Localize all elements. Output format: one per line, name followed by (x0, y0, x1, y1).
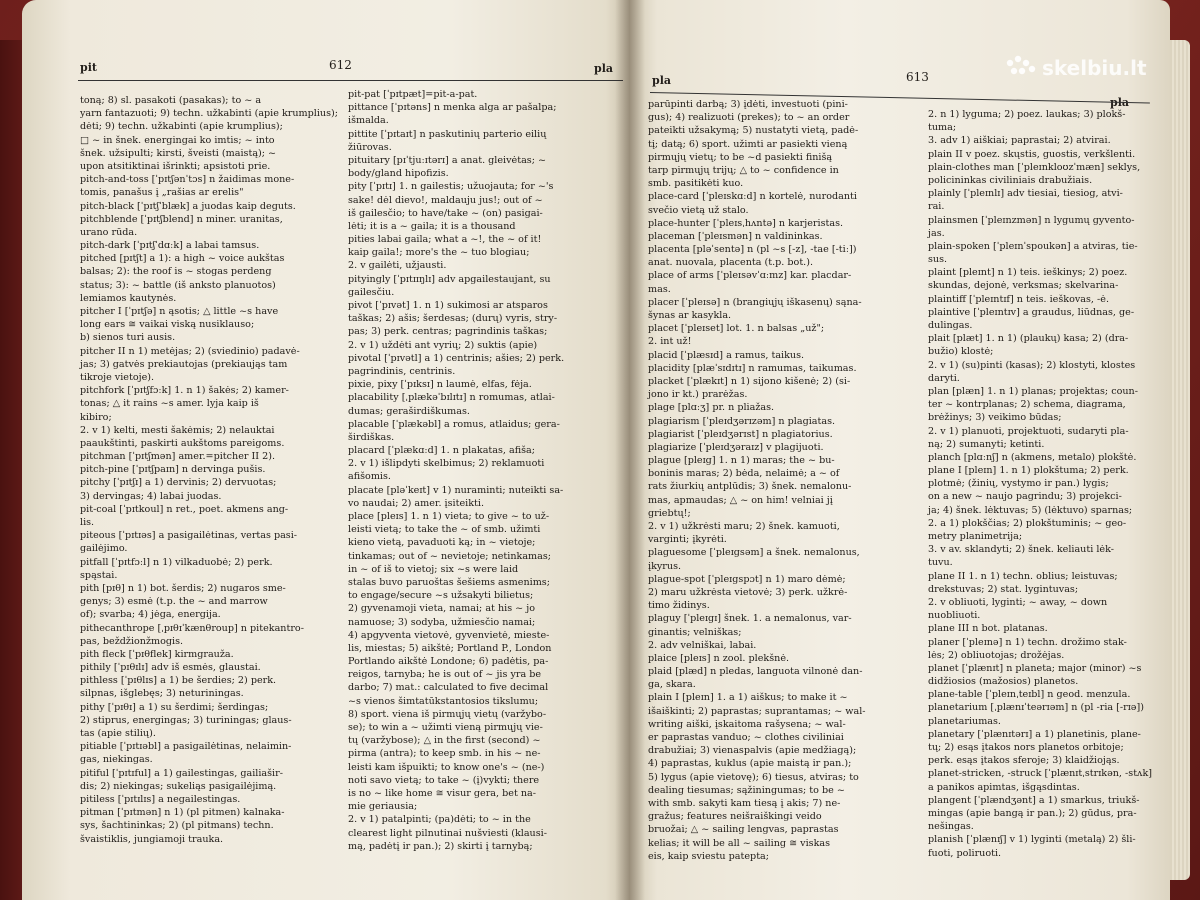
dictionary-line: tomis, panašus į „rašias ar erelis" (80, 187, 244, 199)
dictionary-line: pitch-pine [ˈpɪtʃpaɪn] n dervinga pušis. (80, 464, 266, 476)
dictionary-line: švaistiklis, jungiamoji trauka. (80, 833, 224, 845)
dictionary-line: writing aiški, įskaitoma rašysena; ~ wal- (648, 718, 846, 730)
dictionary-line: policininkas civiliniais drabužiais. (928, 174, 1093, 186)
dictionary-line: pixie, pixy [ˈpɪksɪ] n laumė, elfas, fėja. (348, 379, 532, 391)
dictionary-line: planetary [ˈplænɪtərɪ] a 1) planetinis, plane- (928, 728, 1141, 740)
dictionary-line: to engage/secure ~s užsakyti bilietus; (348, 590, 534, 602)
dictionary-line: plaid [plæd] n pledas, languota vilnonė dan- (648, 666, 863, 678)
right-guide-word-start: pla (652, 74, 671, 87)
dictionary-line: placability [ˌplækəˈbɪlɪtɪ] n romumas, atlai- (348, 392, 555, 404)
dictionary-line: sus. (928, 254, 948, 266)
dictionary-line: plaintive [ˈpleɪntɪv] a graudus, liūdnas, ge- (928, 306, 1135, 318)
dictionary-line: pittite [ˈpɪtaɪt] n paskutinių parterio eilių (348, 128, 547, 140)
dictionary-line: didžiosios (mažosios) planetos. (928, 676, 1079, 688)
dictionary-line: placet [ˈpleɪset] lot. 1. n balsas „už"; (648, 323, 825, 335)
dictionary-line: kaip gaila!; more's the ~ tuo blogiau; (348, 247, 530, 259)
dictionary-line: skundas, dejonė, verksmas; skelvarina- (928, 280, 1119, 292)
dictionary-line: ~s vienos šimtatūkstantosios tikslumu; (348, 695, 539, 707)
dictionary-line: jono ir kt.) prarėžas. (648, 389, 748, 401)
dictionary-line: plain-spoken [ˈpleɪnˈspoukən] a atviras, tie- (928, 240, 1138, 252)
dictionary-line: taškas; 2) ašis; šerdesas; (durų) vyris, stry- (348, 313, 558, 325)
dictionary-line: silpnas, išglebęs; 3) neturiningas. (80, 688, 244, 700)
dictionary-line: of); svarba; 4) jėga, energija. (80, 609, 221, 621)
dictionary-line: placenta [pləˈsentə] n (pl ~s [-z], -tae [-tiː]) (648, 244, 857, 256)
right-page-column-2 (928, 108, 1160, 859)
dictionary-line: b) sienos turi ausis. (80, 332, 176, 344)
dictionary-line: 2. v 1) uždėti ant vyrių; 2) suktis (apie) (348, 339, 538, 351)
dictionary-line: ginantis; velniškas; (648, 626, 742, 638)
dictionary-line: placidity [plæˈsɪdɪtɪ] n ramumas, taikumas. (648, 362, 857, 374)
dictionary-line: planetarium [ˌplænɪˈteərɪəm] n (pl -ria [-rɪə]) (928, 702, 1144, 714)
dictionary-line: 2. v obliuoti, lyginti; ~ away, ~ down (928, 596, 1108, 608)
dictionary-line: brėžinys; 3) veikimo būdas; (928, 412, 1062, 424)
dictionary-line: with smb. sakyti kam tiesą į akis; 7) ne- (648, 797, 841, 809)
dictionary-line: pitch-black [ˈpɪtʃˈblæk] a juodas kaip deguts. (80, 200, 296, 212)
dictionary-line: pirmųjų vietų; to be ~d pasiekti finišą (648, 151, 833, 163)
dictionary-line: rats žiurkių antplūdis; 3) šnek. nemalonu- (648, 481, 852, 493)
dictionary-line: nešingas. (928, 821, 974, 833)
dictionary-line: darbo; 7) mat.: calculated to five decimal (348, 682, 549, 694)
dictionary-line: vo naudai; 2) amer. įsiteikti. (348, 497, 485, 509)
dictionary-line: pitcher II n 1) metėjas; 2) (sviedinio) padavė- (80, 345, 300, 357)
dictionary-line: is no ~ like home ≅ visur gera, bet na- (348, 787, 536, 799)
dictionary-line: Portlando aikštė Londone; 6) padėtis, pa- (348, 656, 549, 668)
dictionary-line: upon atsitiktinai išrinkti; apsistoti prie. (80, 160, 271, 172)
dictionary-line: varginti; įkyrėti. (648, 534, 727, 546)
dictionary-line: bužio) klostė; (928, 346, 994, 358)
dictionary-line: plane II 1. n 1) techn. oblius; leistuvas; (928, 570, 1118, 582)
dictionary-line: plage [plɑːʒ] pr. n pliažas. (648, 402, 775, 414)
dictionary-line: drekstuvas; 2) stat. lygintuvas; (928, 583, 1079, 595)
skelbiu-dots-icon (1004, 54, 1038, 82)
dictionary-line: plagiarism [ˈpleɪdʒərɪzəm] n plagiatas. (648, 415, 836, 427)
dictionary-line: daryti. (928, 372, 960, 384)
dictionary-line: placard [ˈplækɑːd] 1. n plakatas, afiša; (348, 445, 536, 457)
dictionary-line: mą, padėtį ir pan.); 2) skirti į tarnybą; (348, 840, 533, 852)
dictionary-line: 2) maru užkrėsta vietovė; 3) perk. užkrė- (648, 586, 848, 598)
dictionary-line: namuose; 3) sodyba, užmiesčio namai; (348, 616, 536, 628)
dictionary-line: ną; 2) sumanyti; ketinti. (928, 438, 1045, 450)
dictionary-line: kieno vietą, pavaduoti ką; in ~ vietoje; (348, 537, 536, 549)
dictionary-line: plain II v poez. skųstis, guostis, verkšlenti. (928, 148, 1136, 160)
dictionary-line: 4) paprastas, kuklus (apie maistą ir pan.); (648, 758, 852, 770)
watermark (1004, 54, 1164, 84)
dictionary-line: pitiful [ˈpɪtɪful] a 1) gailestingas, gailiašir- (80, 767, 283, 779)
right-page-column-1 (648, 98, 916, 862)
dictionary-line: plague-spot [ˈpleɪgspɔt] n 1) maro dėmė; (648, 573, 846, 585)
left-page-number: 612 (329, 58, 352, 72)
dictionary-line: in ~ of iš to vietoj; six ~s were laid (348, 563, 519, 575)
dictionary-line: pithless [ˈpɪθlɪs] a 1) be šerdies; 2) perk. (80, 675, 277, 687)
dictionary-line: 5) lygus (apie vietovę); 6) tiesus, atviras; to (648, 771, 859, 783)
watermark-text: skelbiu.lt (1042, 56, 1147, 80)
dictionary-line: tuma; (928, 122, 957, 134)
dictionary-line: spąstai. (80, 569, 118, 581)
left-header-rule (78, 80, 623, 81)
dictionary-line: stalas buvo paruoštas šešiems asmenims; (348, 576, 550, 588)
dictionary-line: pivotal [ˈpɪvətl] a 1) centrinis; ašies; 2) perk. (348, 352, 565, 364)
dictionary-line: 2. v 1) (su)pinti (kasas); 2) klostyti, klostes (928, 359, 1136, 371)
dictionary-line: placket [ˈplækɪt] n 1) sijono kišenė; 2) (si- (648, 375, 851, 387)
dictionary-line: balsas; 2): the roof is ~ stogas perdeng (80, 266, 272, 278)
dictionary-line: timo židinys. (648, 600, 710, 612)
dictionary-line: mas. (648, 283, 671, 295)
left-guide-word-start: pit (80, 61, 97, 74)
dictionary-line: planet-stricken, -struck [ˈplænɪtˌstrɪkən, -stʌk] (928, 768, 1153, 780)
dictionary-line: pithy [ˈpɪθɪ] a 1) su šerdimi; šerdingas; (80, 701, 269, 713)
dictionary-line: nuobliuoti. (928, 610, 981, 622)
dictionary-line: sake! dėl dievo!, maldauju jus!; out of ~ (348, 194, 543, 206)
dictionary-line: griebtų!; (648, 507, 691, 519)
dictionary-line: leisti kam išpuikti; to know one's ~ (ne-) (348, 761, 545, 773)
dictionary-line: clearest light pilnutinai nušviesti (klausi- (348, 827, 547, 839)
dictionary-line: kelias; it will be all ~ sailing ≅ viskas (648, 837, 831, 849)
dictionary-line: planish [ˈplænɪʃ] v 1) lyginti (metalą) 2) šli- (928, 834, 1136, 846)
dictionary-line: planer [ˈpleɪnə] n 1) techn. drožimo stak- (928, 636, 1127, 648)
dictionary-line: □ ~ in šnek. energingai ko imtis; ~ into (80, 134, 275, 146)
dictionary-line: gus); 4) realizuoti (prekes); to ~ an order (648, 112, 850, 124)
dictionary-line: plane-table [ˈpleɪnˌteɪbl] n geod. menzula. (928, 689, 1131, 701)
dictionary-line: lis. (80, 517, 95, 528)
dictionary-line: placid [ˈplæsɪd] a ramus, taikus. (648, 349, 805, 361)
dictionary-line: pit-coal [ˈpɪtkoul] n ret., poet. akmens ang- (80, 503, 289, 515)
dictionary-line: išmalda. (348, 115, 389, 127)
dictionary-line: pity [ˈpɪtɪ] 1. n gailestis; užuojauta; for ~'s (348, 181, 554, 193)
dictionary-line: pagrindinis, centrinis. (348, 365, 456, 377)
dictionary-line: iš gailesčio; to have/take ~ (on) pasigai- (348, 207, 543, 219)
dictionary-line: plan [plæn] 1. n 1) planas; projektas; coun- (928, 385, 1138, 397)
dictionary-line: parūpinti darbą; 3) įdėti, investuoti (pini- (648, 99, 848, 110)
dictionary-line: se); to win a ~ užimti vieną pirmųjų vie- (348, 722, 543, 733)
dictionary-line: place-hunter [ˈpleɪsˌhʌntə] n karjeristas. (648, 217, 844, 229)
dictionary-line: lės; 2) obliuotojas; drožėjas. (928, 649, 1065, 661)
dictionary-line: plagiarist [ˈpleɪdʒərɪst] n plagiatorius. (648, 428, 833, 440)
dictionary-line: žiūrovas. (348, 141, 392, 153)
dictionary-line: gražus; features neišraiškingi veido (648, 811, 822, 823)
dictionary-line: pith [pɪθ] n 1) bot. šerdis; 2) nugaros sme- (80, 582, 286, 594)
dictionary-line: place-card [ˈpleɪskɑːd] n kortelė, nurodanti (648, 191, 857, 203)
dictionary-line: perk. esąs įtakos sferoje; 3) klaidžiojąs. (928, 755, 1120, 767)
dictionary-line: svečio vietą už stalo. (648, 204, 749, 216)
dictionary-line: noti savo vietą; to take ~ (į)vykti; there (348, 774, 540, 786)
dictionary-line: smb. pasitikėti kuo. (648, 178, 744, 190)
dictionary-line: pitchy [ˈpɪtʃɪ] a 1) dervinis; 2) dervuotas; (80, 477, 277, 489)
dictionary-line: rai. (928, 201, 945, 213)
dictionary-line: leisti vietą; to take the ~ of smb. užimti (348, 524, 541, 536)
dictionary-line: placable [ˈplækəbl] a romus, atlaidus; gera- (348, 418, 560, 430)
dictionary-line: plainsmen [ˈpleɪnzmən] n lygumų gyvento- (928, 214, 1135, 226)
dictionary-line: 2. v 1) planuoti, projektuoti, sudaryti pla- (928, 425, 1129, 437)
dictionary-line: mingas (apie bangą ir pan.); 2) gūdus, pra- (928, 807, 1137, 819)
dictionary-line: gas, niekingas. (80, 754, 153, 766)
dictionary-line: pittance [ˈpɪtəns] n menka alga ar pašalpa; (348, 102, 557, 114)
dictionary-line: išaiškinti; 2) paprastas; suprantamas; ~ wal- (648, 705, 866, 717)
dictionary-line: plotmė; (žinių, vystymo ir pan.) lygis; (928, 478, 1109, 490)
dictionary-line: pivot [ˈpɪvət] 1. n 1) sukimosi ar atsparos (348, 300, 548, 311)
dictionary-line: reigos, tarnyba; he is out of ~ jis yra be (348, 669, 542, 681)
dictionary-line: plaice [pleɪs] n zool. plekšnė. (648, 652, 790, 664)
dictionary-line: a panikos apimtas, išgąsdintas. (928, 781, 1080, 793)
dictionary-line: plangent [ˈplændʒənt] a 1) smarkus, triukš- (928, 794, 1140, 806)
dictionary-line: tikroje vietoje). (80, 371, 155, 383)
dictionary-line: pitch-dark [ˈpɪtʃˈdɑːk] a labai tamsus. (80, 240, 260, 252)
dictionary-line: ter ~ kontrplanas; 2) schema, diagrama, (928, 399, 1126, 411)
dictionary-line: place of arms [ˈpleɪsəvˈɑːmz] kar. placdar- (648, 270, 852, 282)
dictionary-line: pitman [ˈpɪtmən] n 1) (pl pitmen) kalnaka- (80, 807, 285, 819)
dictionary-line: širdiškas. (348, 431, 395, 443)
book-gutter (615, 0, 645, 900)
dictionary-line: pirma (antra); to keep smb. in his ~ ne- (348, 748, 541, 760)
dictionary-line: anat. nuovala, placenta (t.p. bot.). (648, 257, 814, 269)
dictionary-line: dulingas. (928, 320, 973, 331)
dictionary-line: pitiable [ˈpɪtɪəbl] a pasigailėtinas, nelaimin- (80, 741, 292, 753)
dictionary-line: tuvu. (928, 557, 953, 569)
dictionary-line: toną; 8) sl. pasakoti (pasakas); to ~ a (80, 95, 262, 106)
dictionary-line: pityingly [ˈpɪtɪɪŋlɪ] adv apgailestaujant, su (348, 273, 551, 285)
dictionary-line: pitched [pɪtʃt] a 1): a high ~ voice aukštas (80, 253, 285, 265)
dictionary-line: pitfall [ˈpɪtfɔːl] n 1) vilkaduobė; 2) perk. (80, 556, 273, 568)
dictionary-line: pitiless [ˈpɪtɪlɪs] a negailestingas. (80, 793, 241, 805)
dictionary-line: planet [ˈplænɪt] n planeta; major (minor) ~s (928, 662, 1142, 674)
dictionary-line: 2. v 1) kelti, mesti šakėmis; 2) nelauktai (80, 424, 275, 436)
dictionary-line: bruožai; △ ~ sailing lengvas, paprastas (648, 824, 839, 836)
dictionary-line: tų; 2) esąs įtakos nors planetos orbitoje; (928, 742, 1124, 753)
right-page (630, 0, 1170, 900)
dictionary-line: 2) stiprus, energingas; 3) turiningas; glaus- (80, 714, 292, 726)
dictionary-line: lemiamos kautynės. (80, 292, 177, 304)
dictionary-line: 2. int už! (648, 336, 692, 348)
dictionary-line: 2. v 1) patalpinti; (pa)dėti; to ~ in the (348, 814, 531, 826)
dictionary-line: placate [pləˈkeɪt] v 1) nuraminti; nuteikti sa- (348, 484, 564, 496)
dictionary-line: dealing tiesumas; sąžiningumas; to be ~ (648, 784, 845, 796)
dictionary-line: tų (varžybose); △ in the first (second) ~ (348, 735, 541, 747)
dictionary-line: 8) sport. viena iš pirmųjų vietų (varžybo- (348, 708, 547, 720)
dictionary-line: ga, skara. (648, 679, 696, 691)
dictionary-line: long ears ≅ vaikai viską nusiklauso; (80, 319, 255, 331)
dictionary-line: plain I [pleɪn] 1. a 1) aiškus; to make it ~ (648, 692, 848, 704)
dictionary-line: 3. adv 1) aiškiai; paprastai; 2) atvirai. (928, 135, 1111, 147)
dictionary-line: plane I [pleɪn] 1. n 1) plokštuma; 2) perk. (928, 465, 1129, 477)
dictionary-line: 2. v 1) užkrėsti maru; 2) šnek. kamuoti, (648, 521, 840, 532)
dictionary-line: pitchman [ˈpɪtʃmən] amer.=pitcher II 2). (80, 451, 276, 463)
dictionary-line: tarp pirmųjų trijų; △ to ~ confidence in (648, 164, 839, 176)
dictionary-line: 3. v av. sklandyti; 2) šnek. keliauti lėk- (928, 544, 1114, 556)
dictionary-line: boninis maras; 2) bėda, nelaimė; a ~ of (648, 468, 840, 480)
dictionary-line: piteous [ˈpɪtɪəs] a pasigailėtinas, vertas pasi- (80, 530, 298, 542)
dictionary-line: plaintiff [ˈpleɪntɪf] n teis. ieškovas, -ė. (928, 293, 1109, 305)
dictionary-line: dėti; 9) techn. užkabinti (apie krumplius); (80, 121, 283, 133)
dictionary-line: body/gland hipofizis. (348, 168, 449, 180)
dictionary-line: plane III n bot. platanas. (928, 623, 1048, 635)
dictionary-line: dumas; geraširdiškumas. (348, 405, 470, 417)
dictionary-line: jas; 3) gatvės prekiautojas (prekiaująs tam (80, 358, 288, 370)
dictionary-line: fuoti, poliruoti. (928, 847, 1002, 859)
dictionary-line: 4) apgyventa vietovė, gyvenvietė, mieste- (348, 629, 550, 641)
dictionary-line: pit-pat [ˈpɪtpæt]=pit-a-pat. (348, 89, 478, 100)
dictionary-line: pithecanthrope [ˌpɪθɪˈkænθroup] n pitekantro- (80, 622, 304, 634)
dictionary-line: plaguesome [ˈpleɪgsəm] a šnek. nemalonus, (648, 547, 860, 559)
dictionary-line: 3) dervingas; 4) labai juodas. (80, 490, 222, 502)
dictionary-line: placer [ˈpleɪsə] n (brangiųjų iškasenų) sąna- (648, 296, 862, 308)
dictionary-line: plainly [ˈpleɪnlɪ] adv tiesiai, tiesiog, atvi- (928, 188, 1123, 200)
dictionary-line: jas. (928, 227, 945, 239)
dictionary-line: sys, šachtininkas; 2) (pl pitmans) techn. (80, 820, 274, 832)
dictionary-line: kibiro; (80, 411, 112, 423)
dictionary-line: lėti; it is a ~ gaila; it is a thousand (348, 220, 516, 232)
dictionary-line: plaint [pleɪnt] n 1) teis. ieškinys; 2) poez. (928, 267, 1128, 279)
dictionary-line: afišomis. (348, 471, 391, 483)
dictionary-line: lis, miestas; 5) aikštė; Portland P., London (348, 642, 552, 654)
dictionary-line: yarn fantazuoti; 9) techn. užkabinti (apie krumplius); (80, 108, 339, 120)
dictionary-line: on a new ~ naujo pagrindu; 3) projekci- (928, 491, 1122, 503)
dictionary-line: 2. a 1) plokščias; 2) plokštuminis; ~ geo- (928, 517, 1127, 529)
dictionary-line: pitchfork [ˈpɪtʃfɔːk] 1. n 1) šakės; 2) kamer- (80, 385, 289, 397)
dictionary-line: įkyrus. (648, 560, 682, 572)
dictionary-line: mie geriausia; (348, 801, 418, 813)
dictionary-line: tinkamas; out of ~ nevietoje; netinkamas; (348, 550, 552, 562)
dictionary-line: 2) gyvenamoji vieta, namai; at his ~ jo (348, 603, 536, 615)
dictionary-line: eis, kaip sviestu patepta; (648, 850, 769, 862)
dictionary-line: plaguy [ˈpleɪgɪ] šnek. 1. a nemalonus, var- (648, 613, 852, 625)
dictionary-line: genys; 3) esmė (t.p. the ~ and marrow (80, 596, 268, 608)
dictionary-line: status; 3): ~ battle (iš anksto planuotos) (80, 279, 276, 291)
left-page-column-1 (80, 94, 342, 845)
dictionary-line: šynas ar kasykla. (648, 310, 732, 321)
left-guide-word-end: pla (594, 62, 613, 75)
dictionary-line: gailėjimo. (80, 543, 128, 555)
dictionary-line: pas; 3) perk. centras; pagrindinis taškas; (348, 326, 548, 338)
dictionary-line: plain-clothes man [ˈpleɪnkloʊzˈmæn] seklys, (928, 161, 1141, 173)
dictionary-line: urano rūda. (80, 226, 138, 238)
dictionary-line: tonas; △ it rains ~s amer. lyja kaip iš (80, 398, 259, 410)
dictionary-line: pitcher I [ˈpɪtʃə] n ąsotis; △ little ~s have (80, 306, 279, 317)
dictionary-line: tį; datą; 6) sport. užimti ar pasiekti vieną (648, 138, 848, 150)
dictionary-line: 2. n 1) lyguma; 2) poez. laukas; 3) plokš- (928, 109, 1126, 120)
dictionary-line: 2. v 1) išlipdyti skelbimus; 2) reklamuoti (348, 458, 545, 470)
dictionary-line: pitch-and-toss [ˈpɪtʃənˈtɔs] n žaidimas mone- (80, 174, 295, 186)
dictionary-line: 2. adv velniškai, labai. (648, 639, 757, 651)
dictionary-line: ja; 4) šnek. lėktuvas; 5) (lėktuvo) sparnas; (928, 504, 1133, 516)
dictionary-line: er paprastas vanduo; ~ clothes civiliniai (648, 732, 844, 743)
dictionary-line: place [pleɪs] 1. n 1) vieta; to give ~ to už- (348, 511, 550, 522)
dictionary-line: pateikti užsakymą; 5) nustatyti vietą, padė- (648, 125, 859, 137)
dictionary-line: plagiarize [ˈpleɪdʒəraɪz] v plagijuoti. (648, 441, 824, 453)
dictionary-line: gailesčiu. (348, 286, 395, 298)
dictionary-line: mas, apmaudas; △ ~ on him! velniai jį (648, 494, 833, 506)
dictionary-line: placeman [ˈpleɪsmən] n valdininkas. (648, 230, 823, 242)
dictionary-line: pitchblende [ˈpɪtʃblend] n miner. uranitas, (80, 213, 283, 225)
dictionary-line: pith fleck [ˈpɪθflek] kirmgraužа. (80, 648, 234, 660)
dictionary-line: pituitary [pɪˈtjuːɪtərɪ] a anat. gleivėtas; ~ (348, 154, 547, 166)
left-page-column-2 (348, 88, 622, 852)
dictionary-line: 2. v gailėti, užjausti. (348, 260, 447, 272)
dictionary-line: tas (apie stilių). (80, 728, 156, 739)
right-page-number: 613 (906, 70, 929, 84)
dictionary-line: plait [plæt] 1. n 1) (plaukų) kasa; 2) (dra- (928, 333, 1129, 345)
dictionary-line: pities labai gaila; what a ~!, the ~ of it! (348, 234, 542, 246)
dictionary-line: drabužiai; 3) vienaspalvis (apie medžiagą); (648, 745, 857, 757)
dictionary-line: dis; 2) niekingas; sukeliąs pasigailėjimą. (80, 780, 277, 792)
dictionary-line: metry planimetrija; (928, 531, 1023, 542)
dictionary-line: pas, beždžionžmogis. (80, 635, 184, 647)
dictionary-line: pithily [ˈpɪθɪlɪ] adv iš esmės, glaustai. (80, 662, 261, 674)
dictionary-line: šnek. užsipulti; kirsti, šveisti (maistą); ~ (80, 147, 277, 159)
dictionary-line: plague [pleɪg] 1. n 1) maras; the ~ bu- (648, 455, 835, 467)
dictionary-line: planch [plɑːnʃ] n (akmens, metalo) plokštė. (928, 451, 1137, 463)
left-page (22, 0, 630, 900)
dictionary-line: paaukštinti, paskirti aukštoms pareigoms. (80, 437, 285, 449)
dictionary-line: planetariumas. (928, 715, 1001, 727)
